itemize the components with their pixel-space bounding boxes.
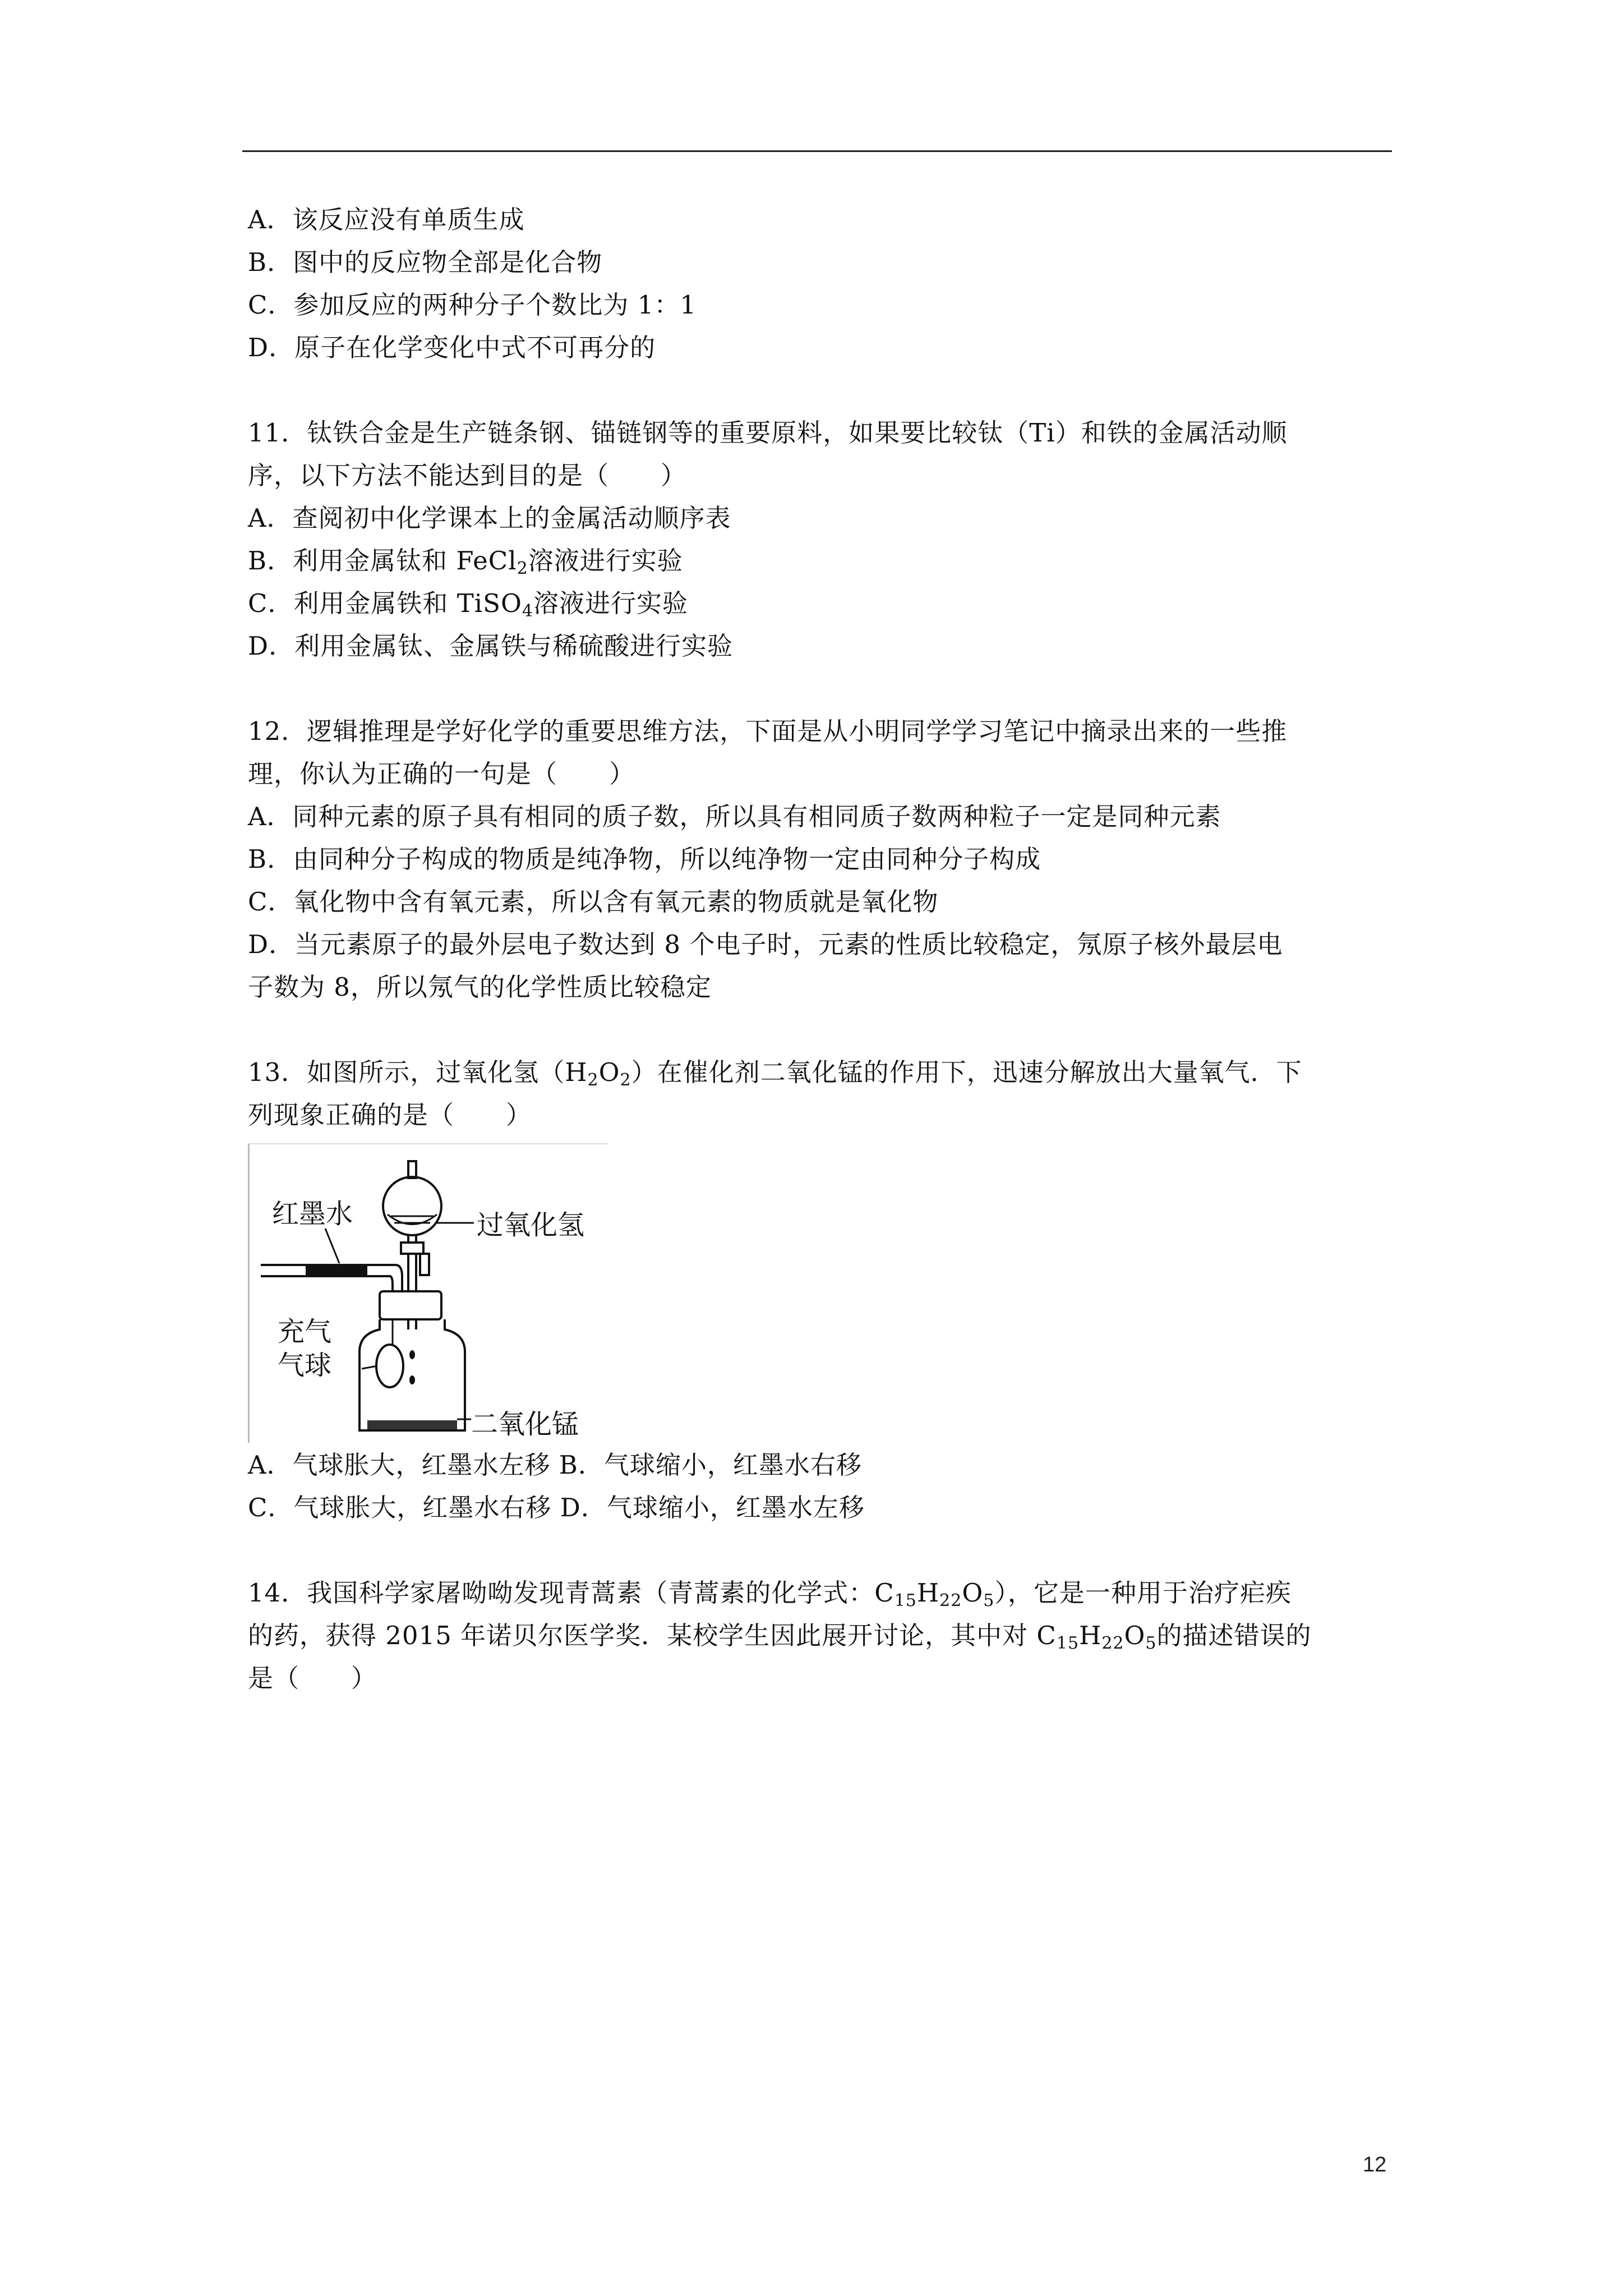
q14-stem-line2 — [248, 1619, 1312, 1653]
bottle-body — [359, 1319, 465, 1430]
q10-option-d: D．原子在化学变化中式不可再分的 — [248, 333, 656, 362]
label-balloon-line2: 气球 — [278, 1350, 332, 1381]
apparatus-figure — [248, 1143, 608, 1443]
q12-option-a: A．同种元素的原子具有相同的质子数，所以具有相同质子数两种粒子一定是同种元素 — [248, 802, 1221, 831]
q13-sub2: 2 — [620, 1070, 631, 1090]
q14-line2-pre: 的药，获得 2015 年诺贝尔医学奖．某校学生因此展开讨论，其中对 C — [248, 1621, 1057, 1650]
q11-option-c — [248, 587, 688, 620]
q10-option-b: B．图中的反应物全部是化合物 — [248, 247, 603, 277]
q12-option-c: C．氧化物中含有氧元素，所以含有氧元素的物质就是氧化物 — [248, 887, 939, 917]
q13-options-line1: A．气球胀大，红墨水左移 B．气球缩小，红墨水右移 — [248, 1450, 862, 1480]
q14-line2-h: H — [1079, 1621, 1102, 1650]
apparatus-diagram — [250, 1144, 608, 1443]
q14-stem-line1 — [248, 1576, 1292, 1610]
q12-stem-line1: 12．逻辑推理是学好化学的重要思维方法，下面是从小明同学学习笔记中摘录出来的一些推 — [248, 716, 1288, 746]
q13-options-line2: C．气球胀大，红墨水右移 D．气球缩小，红墨水左移 — [248, 1493, 865, 1522]
q11-option-d: D．利用金属钛、金属铁与稀硫酸进行实验 — [248, 631, 734, 661]
q14-h: H — [916, 1578, 940, 1608]
stopcock — [401, 1243, 423, 1254]
q13-stem-line1 — [248, 1056, 1302, 1089]
q13-sub1: 2 — [587, 1070, 599, 1090]
bottle-stopper — [380, 1291, 441, 1319]
q12-option-d-line2: 子数为 8，所以氖气的化学性质比较稳定 — [248, 972, 712, 1002]
q11-option-a: A．查阅初中化学课本上的金属活动顺序表 — [248, 503, 731, 533]
q14-stem-line3: 是（ ） — [248, 1663, 377, 1693]
q13-stem-post: ）在催化剂二氧化锰的作用下，迅速分解放出大量氧气．下 — [631, 1057, 1302, 1087]
q13-stem-line2: 列现象正确的是（ ） — [248, 1100, 532, 1130]
q11-option-b — [248, 544, 683, 578]
q11-option-b-post: 溶液进行实验 — [528, 546, 683, 576]
red-ink-drop — [306, 1265, 367, 1276]
q14-line2-sub-o: 5 — [1145, 1634, 1157, 1653]
funnel-top — [408, 1161, 416, 1178]
q13-stem-pre: 13．如图所示，过氧化氢（H — [248, 1057, 588, 1087]
q14-line2-sub-c: 15 — [1056, 1634, 1080, 1653]
label-hydrogen-peroxide: 过氧化氢 — [477, 1209, 585, 1241]
mno2-layer — [367, 1420, 457, 1429]
page-number: 12 — [1363, 2153, 1387, 2177]
q10-option-a: A．该反应没有单质生成 — [248, 205, 525, 234]
q11-stem-line2: 序，以下方法不能达到目的是（ ） — [248, 461, 687, 490]
q11-option-c-sub: 4 — [522, 601, 533, 621]
q14-sub-o: 5 — [983, 1591, 995, 1611]
q14-stem-pre: 14．我国科学家屠呦呦发现青蒿素（青蒿素的化学式：C — [248, 1578, 895, 1608]
label-balloon-line1: 充气 — [278, 1316, 332, 1347]
q14-sub-c: 15 — [894, 1591, 917, 1611]
q11-option-c-post: 溶液进行实验 — [533, 588, 688, 618]
balloon — [376, 1345, 403, 1387]
q14-line2-post: 的描述错误的 — [1156, 1621, 1312, 1650]
q12-option-b: B．由同种分子构成的物质是纯净物，所以纯净物一定由同种分子构成 — [248, 844, 1041, 874]
q11-option-b-sub: 2 — [517, 559, 528, 578]
q14-stem-post: ），它是一种用于治疗疟疾 — [994, 1578, 1292, 1608]
header-rule — [242, 150, 1392, 152]
label-red-ink: 红墨水 — [272, 1198, 353, 1230]
label-mno2: 二氧化锰 — [471, 1409, 579, 1440]
q14-o: O — [962, 1578, 984, 1608]
q13-stem-mid: O — [598, 1057, 620, 1087]
q11-option-c-pre: C．利用金属铁和 TiSO — [248, 588, 522, 618]
q14-line2-sub-h: 22 — [1101, 1634, 1124, 1653]
funnel-bulb — [383, 1177, 441, 1235]
q10-option-c: C．参加反应的两种分子个数比为 1：1 — [248, 290, 697, 320]
q12-stem-line2: 理，你认为正确的一句是（ ） — [248, 759, 635, 789]
q11-option-b-pre: B．利用金属钛和 FeCl — [248, 546, 517, 576]
q12-option-d-line1: D．当元素原子的最外层电子数达到 8 个电子时，元素的性质比较稳定，氖原子核外最层电 — [248, 930, 1283, 959]
q11-stem-line1: 11．钛铁合金是生产链条钢、锚链钢等的重要原料，如果要比较钛（Ti）和铁的金属活动顺 — [248, 418, 1288, 448]
q14-line2-o: O — [1124, 1621, 1146, 1650]
q14-sub-h: 22 — [939, 1591, 962, 1611]
